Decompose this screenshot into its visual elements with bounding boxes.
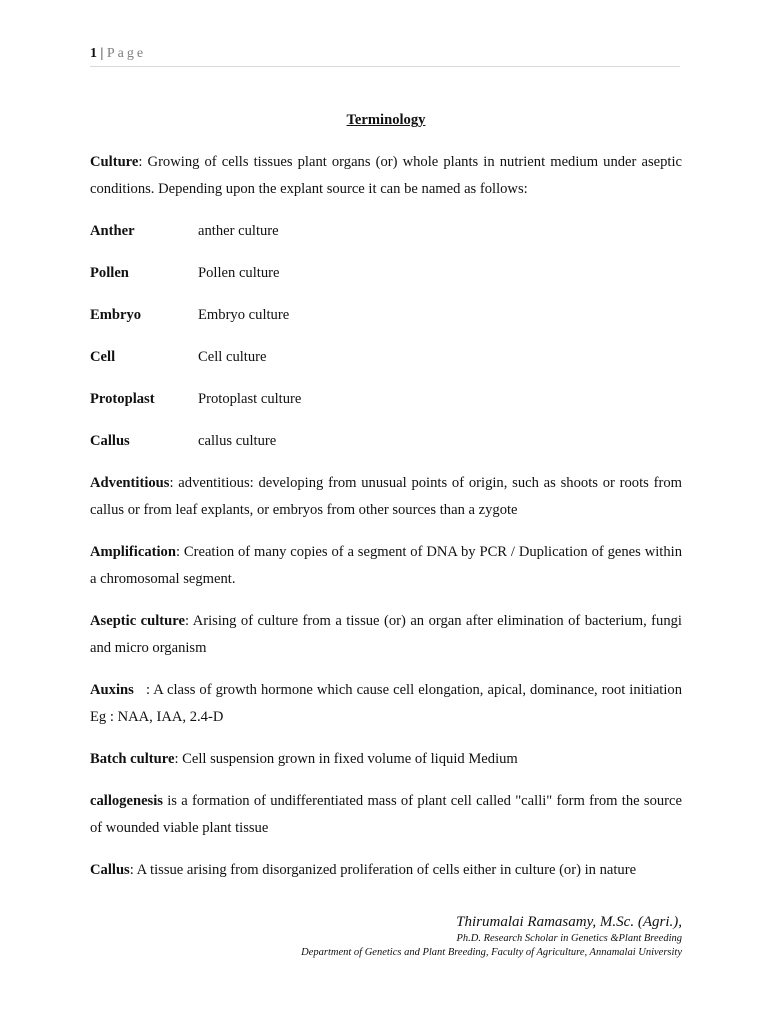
culture-type-row bbox=[90, 344, 682, 371]
definition-text: is a formation of undifferentiated mass of plant cell called "calli" form from the source of wounded viable plant tissue bbox=[90, 793, 682, 836]
page-separator: | bbox=[100, 46, 104, 61]
page-header bbox=[90, 46, 680, 67]
culture-type-term: Cell bbox=[90, 349, 116, 365]
page-number: 1 bbox=[90, 46, 97, 61]
culture-type-row bbox=[90, 302, 682, 329]
definition-text: : adventitious: developing from unusual points of origin, such as shoots or roots from callus or from leaf explants, or embryos from other sources than a zygote bbox=[90, 475, 682, 518]
culture-term: Culture bbox=[90, 154, 139, 170]
definition-term: Amplification bbox=[90, 544, 176, 560]
culture-type-name: callus culture bbox=[198, 433, 277, 449]
page-word: Page bbox=[106, 46, 147, 61]
author-position: Ph.D. Research Scholar in Genetics &Plant Breeding bbox=[456, 933, 682, 944]
culture-type-name: Protoplast culture bbox=[198, 391, 302, 407]
culture-type-name: Embryo culture bbox=[198, 307, 290, 323]
culture-type-name: Pollen culture bbox=[198, 265, 280, 281]
culture-type-row bbox=[90, 428, 682, 455]
definition-text: : A tissue arising from disorganized proliferation of cells either in culture (or) in nature bbox=[129, 862, 637, 878]
author-name: Thirumalai Ramasamy, M.Sc. (Agri.), bbox=[456, 914, 682, 930]
culture-type-row bbox=[90, 260, 682, 287]
definition-auxins bbox=[90, 677, 682, 731]
definition-text: : Arising of culture from a tissue (or) an organ after elimination of bacterium, fungi and micro organism bbox=[90, 613, 682, 656]
definition-callus bbox=[90, 857, 682, 884]
culture-definition bbox=[90, 149, 682, 203]
culture-text: : Growing of cells tissues plant organs (or) whole plants in nutrient medium under aseptic conditions. Depending upon the explant source it can be named as follows: bbox=[90, 154, 682, 197]
culture-type-term: Anther bbox=[90, 223, 135, 239]
definition-aseptic-culture bbox=[90, 608, 682, 662]
definition-adventitious bbox=[90, 470, 682, 524]
definition-callogenesis bbox=[90, 788, 682, 842]
definition-term: Callus bbox=[90, 862, 130, 878]
definition-text: : A class of growth hormone which cause cell elongation, apical, dominance, root initiation Eg : NAA, IAA, 2.4-D bbox=[90, 682, 682, 725]
definition-batch-culture bbox=[90, 746, 682, 773]
culture-type-row bbox=[90, 386, 682, 413]
culture-type-name: anther culture bbox=[198, 223, 279, 239]
definition-amplification bbox=[90, 539, 682, 593]
author-department: Department of Genetics and Plant Breeding, Faculty of Agriculture, Annamalai University bbox=[301, 947, 682, 958]
culture-type-name: Cell culture bbox=[198, 349, 267, 365]
culture-type-term: Callus bbox=[90, 433, 130, 449]
definition-text: : Creation of many copies of a segment of DNA by PCR / Duplication of genes within a chromosomal segment. bbox=[90, 544, 682, 587]
culture-type-term: Embryo bbox=[90, 307, 142, 323]
culture-type-row bbox=[90, 218, 682, 245]
definition-text: : Cell suspension grown in fixed volume of liquid Medium bbox=[174, 751, 518, 767]
page-footer bbox=[301, 912, 682, 960]
culture-type-term: Protoplast bbox=[90, 391, 155, 407]
page-content bbox=[90, 107, 682, 899]
definition-term: Aseptic culture bbox=[90, 613, 185, 629]
definition-term: Batch culture bbox=[90, 751, 175, 767]
definition-term: Adventitious bbox=[90, 475, 170, 491]
definition-term: callogenesis bbox=[90, 793, 163, 809]
culture-type-term: Pollen bbox=[90, 265, 129, 281]
definition-term: Auxins bbox=[90, 682, 134, 698]
document-title: Terminology bbox=[346, 112, 426, 128]
